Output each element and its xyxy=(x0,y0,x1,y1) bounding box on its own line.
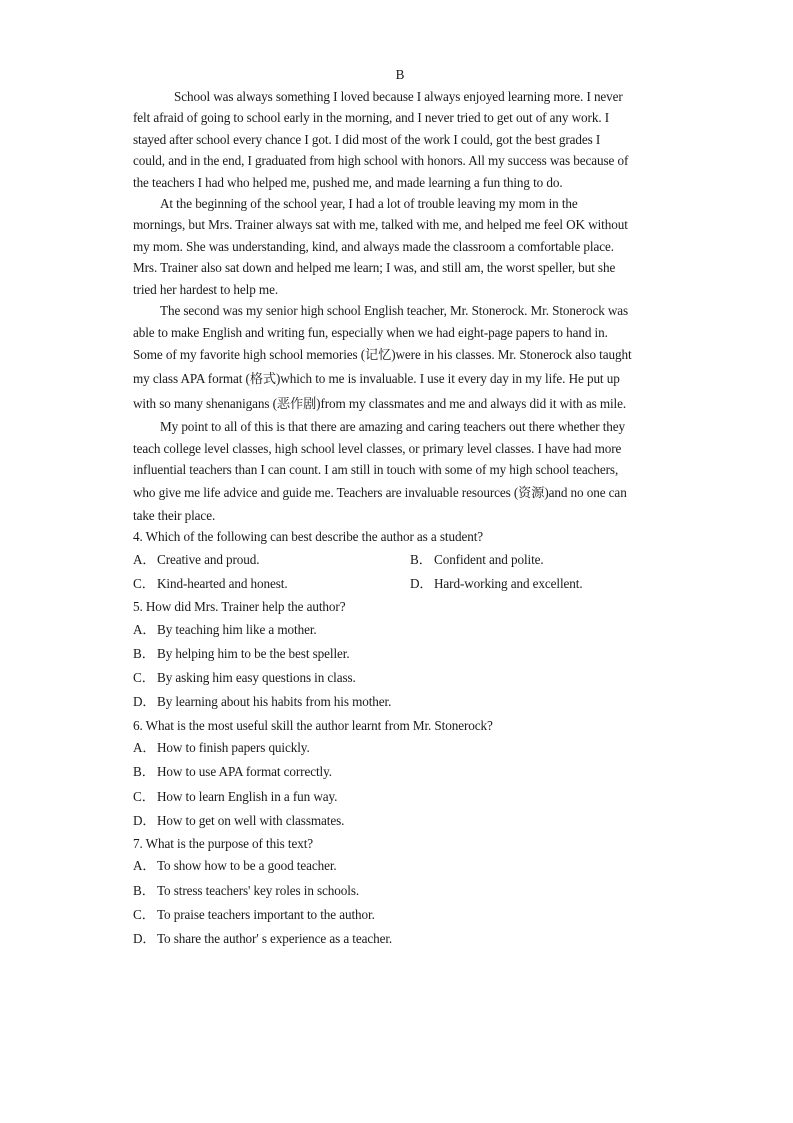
option xyxy=(133,552,259,568)
passage-line: teach college level classes, high school level classes, or primary level classes. I have had more xyxy=(133,441,622,456)
passage-line: could, and in the end, I graduated from high school with honors. All my success was because of xyxy=(133,153,629,168)
option-text: Hard-working and excellent. xyxy=(434,576,583,591)
option-label: C． xyxy=(133,907,155,922)
option xyxy=(133,858,337,874)
passage-line: Some of my favorite high school memories (记忆)were in his classes. Mr. Stonerock also taught xyxy=(133,347,632,362)
option-text: How to get on well with classmates. xyxy=(157,813,345,828)
option-text: How to use APA format correctly. xyxy=(157,764,332,779)
option-label: B． xyxy=(133,883,155,898)
option-label: D． xyxy=(410,576,433,591)
passage-line: my class APA format (格式)which to me is invaluable. I use it every day in my life. He put up xyxy=(133,371,620,386)
passage-line: mornings, but Mrs. Trainer always sat with me, talked with me, and helped me feel OK without xyxy=(133,217,628,232)
option-label: A． xyxy=(133,552,156,567)
passage-line: take their place. xyxy=(133,508,216,523)
passage-line: who give me life advice and guide me. Teachers are invaluable resources (资源)and no one can xyxy=(133,485,627,500)
option-text: To praise teachers important to the author. xyxy=(157,907,375,922)
section-label: B xyxy=(395,67,405,82)
passage-line: My point to all of this is that there are amazing and caring teachers out there whether they xyxy=(160,419,626,434)
option-text: How to learn English in a fun way. xyxy=(157,789,338,804)
option xyxy=(133,789,337,805)
option-label: D． xyxy=(133,813,156,828)
option-label: A． xyxy=(133,622,156,637)
question-stem: 4. Which of the following can best describe the author as a student? xyxy=(133,529,484,544)
option-label: A． xyxy=(133,740,156,755)
option-text: How to finish papers quickly. xyxy=(157,740,310,755)
passage-line: Mrs. Trainer also sat down and helped me learn; I was, and still am, the worst speller, but she xyxy=(133,260,616,275)
option xyxy=(133,813,344,829)
option xyxy=(133,764,332,780)
option-label: D． xyxy=(133,931,156,946)
option-text: By teaching him like a mother. xyxy=(157,622,317,637)
option-text: To stress teachers' key roles in schools. xyxy=(157,883,360,898)
option xyxy=(133,740,310,756)
option xyxy=(133,931,392,947)
passage-line: stayed after school every chance I got. I did most of the work I could, got the best grades I xyxy=(133,132,601,147)
passage-line: tried her hardest to help me. xyxy=(133,282,279,297)
passage-line: The second was my senior high school English teacher, Mr. Stonerock. Mr. Stonerock was xyxy=(160,303,629,318)
option xyxy=(133,576,288,592)
passage-line: felt afraid of going to school early in the morning, and I never tried to get out of any work. I xyxy=(133,110,610,125)
option xyxy=(410,552,544,568)
option xyxy=(133,694,391,710)
passage-line: able to make English and writing fun, especially when we had eight-page papers to hand in. xyxy=(133,325,608,340)
option-text: By asking him easy questions in class. xyxy=(157,670,356,685)
question-stem: 5. How did Mrs. Trainer help the author? xyxy=(133,599,346,614)
option-text: To share the author' s experience as a teacher. xyxy=(157,931,393,946)
option-label: C． xyxy=(133,789,155,804)
option-text: Creative and proud. xyxy=(157,552,260,567)
passage-line: School was always something I loved because I always enjoyed learning more. I never xyxy=(174,89,623,104)
question-stem: 7. What is the purpose of this text? xyxy=(133,836,314,851)
option xyxy=(133,622,317,638)
passage-line: with so many shenanigans (恶作剧)from my classmates and me and always did it with as mile. xyxy=(133,396,627,411)
option-text: To show how to be a good teacher. xyxy=(157,858,337,873)
passage-line: influential teachers than I can count. I am still in touch with some of my high school teachers, xyxy=(133,462,619,477)
option-text: Kind-hearted and honest. xyxy=(157,576,288,591)
option-label: A． xyxy=(133,858,156,873)
option-text: By helping him to be the best speller. xyxy=(157,646,350,661)
option-text: Confident and polite. xyxy=(434,552,544,567)
question-stem: 6. What is the most useful skill the author learnt from Mr. Stonerock? xyxy=(133,718,493,733)
option-label: D． xyxy=(133,694,156,709)
passage-line: my mom. She was understanding, kind, and always made the classroom a comfortable place. xyxy=(133,239,614,254)
option-label: B． xyxy=(410,552,432,567)
option xyxy=(133,883,359,899)
option-label: C． xyxy=(133,576,155,591)
option xyxy=(133,646,350,662)
option-text: By learning about his habits from his mother. xyxy=(157,694,392,709)
passage-line: the teachers I had who helped me, pushed me, and made learning a fun thing to do. xyxy=(133,175,563,190)
option xyxy=(133,907,375,923)
option-label: B． xyxy=(133,646,155,661)
option xyxy=(410,576,583,592)
passage-line: At the beginning of the school year, I had a lot of trouble leaving my mom in the xyxy=(160,196,578,211)
option-label: B． xyxy=(133,764,155,779)
option xyxy=(133,670,356,686)
option-label: C． xyxy=(133,670,155,685)
